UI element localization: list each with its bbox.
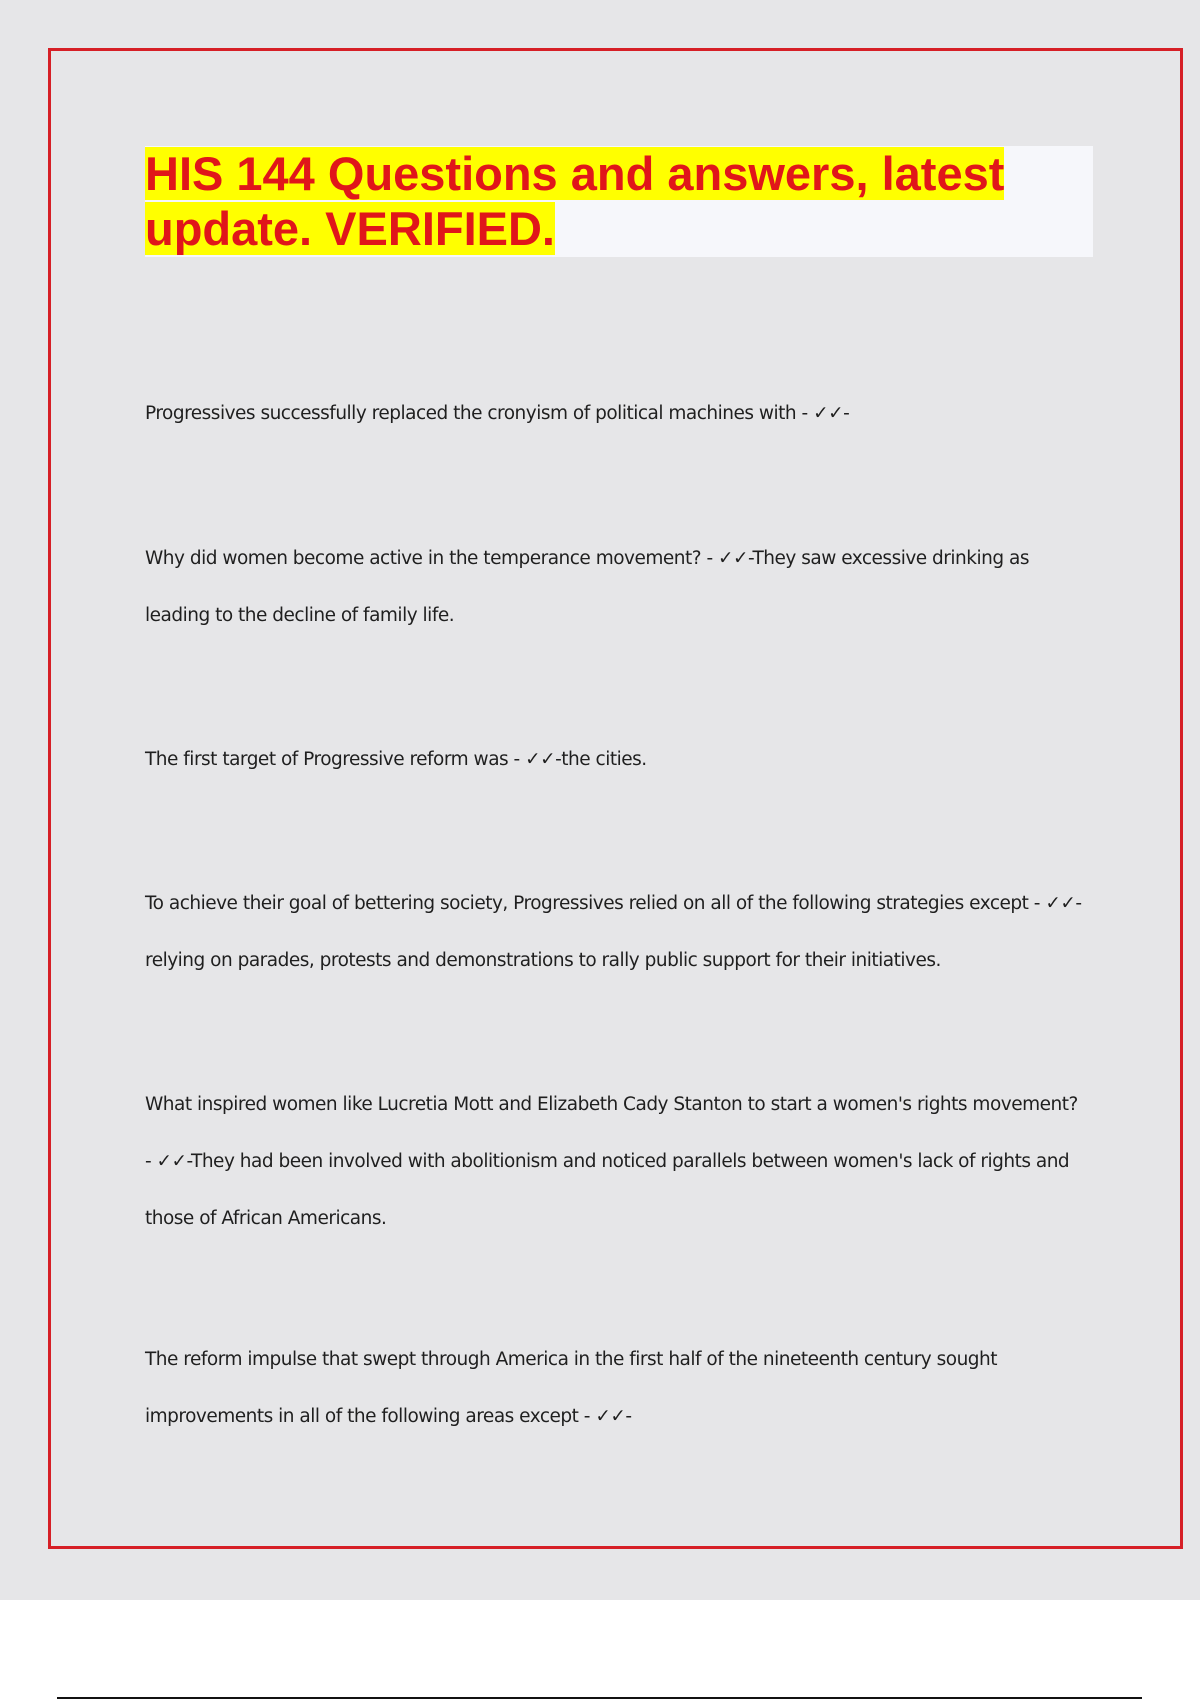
- qa-item-3: The first target of Progressive reform was - ✓✓-the cities.: [145, 749, 647, 770]
- footer-divider: [57, 1697, 1142, 1699]
- qa-item-5: What inspired women like Lucretia Mott and Elizabeth Cady Stanton to start a women's rights movement? - ✓✓-They had been involved with abolitionism and noticed parallels between women's lack of rights and those of African Americans.: [145, 1094, 1078, 1229]
- document-title: [145, 146, 1093, 256]
- page-border: [48, 48, 1183, 1549]
- qa-item-6: The reform impulse that swept through America in the first half of the nineteenth century sought improvements in all of the following areas except - ✓✓-: [145, 1349, 998, 1427]
- qa-item-4: To achieve their goal of bettering society, Progressives relied on all of the following strategies except - ✓✓-relying on parades, protests and demonstrations to rally public support for their initiatives.: [145, 893, 1082, 971]
- qa-item-1: Progressives successfully replaced the cronyism of political machines with - ✓✓-: [145, 403, 850, 424]
- title-highlight: HIS 144 Questions and answers, latest update. VERIFIED.: [145, 147, 1005, 255]
- qa-item-2: Why did women become active in the temperance movement? - ✓✓-They saw excessive drinking as leading to the decline of family life.: [145, 548, 1029, 626]
